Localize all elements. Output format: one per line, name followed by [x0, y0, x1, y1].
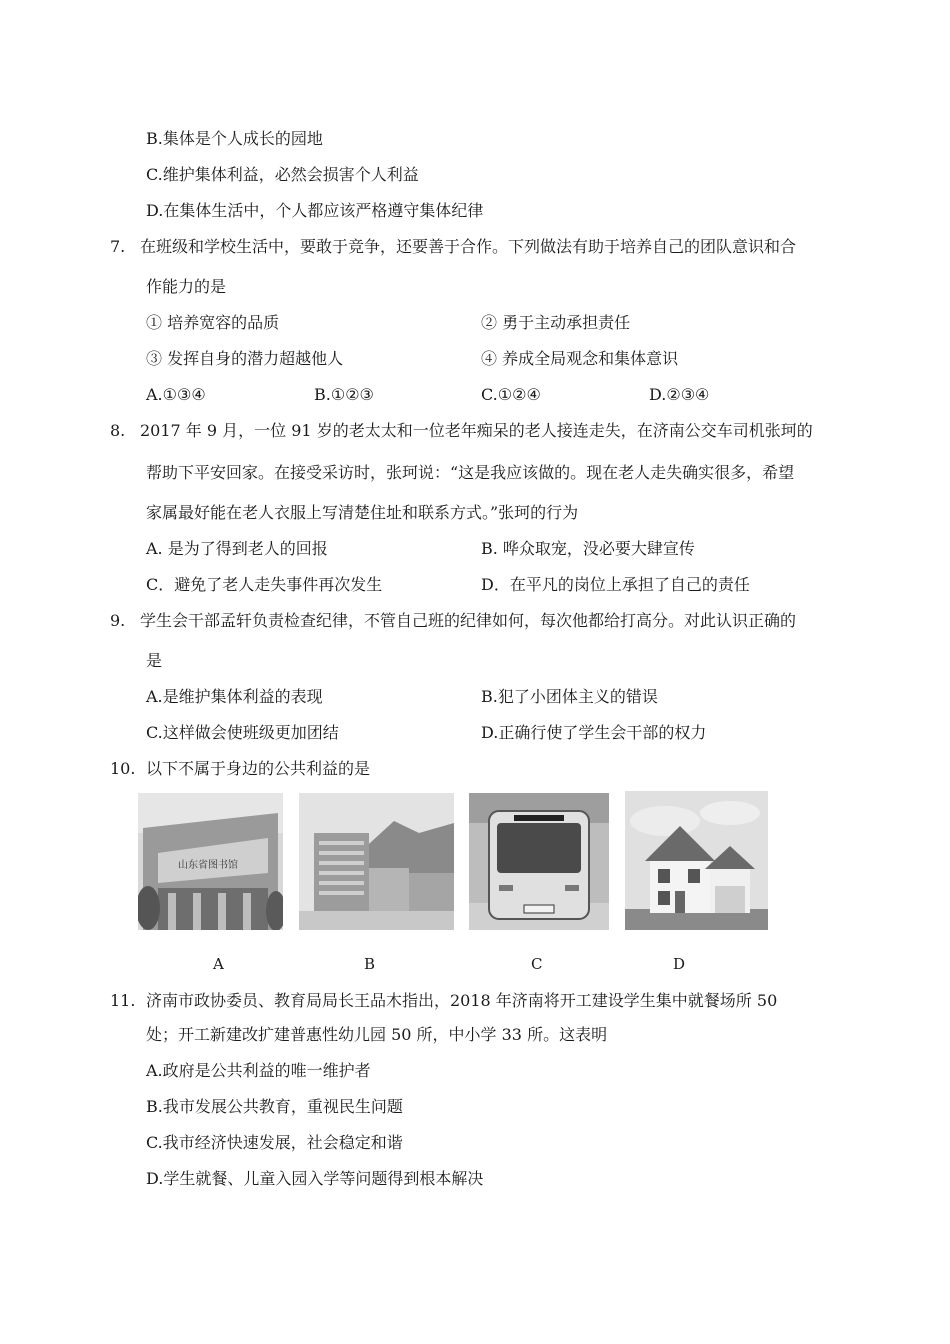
q7-stem-line2: 作能力的是	[146, 277, 227, 296]
q11-number: 11.	[110, 991, 136, 1010]
q10-image-label-b: B	[364, 955, 376, 973]
q9-stem-line2: 是	[146, 651, 163, 670]
q8-stem-line2: 帮助下平安回家。在接受采访时，张珂说：“这是我应该做的。现在老人走失确实很多，希望	[146, 463, 795, 482]
q7-option-b: B.①②③	[314, 385, 374, 404]
q7-item-1: ① 培养宽容的品质	[146, 313, 280, 332]
q7-item-2: ② 勇于主动承担责任	[481, 313, 631, 332]
q7-number: 7.	[110, 237, 126, 256]
q9-number: 9.	[110, 611, 126, 630]
q8-option-c: C．避免了老人走失事件再次发生	[146, 575, 383, 594]
q9-option-c: C.这样做会使班级更加团结	[146, 723, 339, 742]
q9-option-d: D.正确行使了学生会干部的权力	[481, 723, 707, 742]
q10-image-c-bus-photo	[469, 793, 609, 930]
q10-image-label-d: D	[673, 955, 686, 973]
q8-stem-line1: 2017 年 9 月，一位 91 岁的老太太和一位老年痴呆的老人接连走失，在济南公交车司机张珂的	[140, 421, 813, 440]
q7-option-d: D.②③④	[649, 385, 710, 404]
q10-image-d-house-photo	[625, 791, 768, 930]
q10-stem: 以下不属于身边的公共利益的是	[146, 759, 371, 778]
q9-option-b: B.犯了小团体主义的错误	[481, 687, 658, 706]
q8-stem-line3: 家属最好能在老人衣服上写清楚住址和联系方式。”张珂的行为	[146, 503, 579, 522]
q10-number: 10.	[110, 759, 136, 778]
q9-option-a: A.是维护集体利益的表现	[146, 687, 323, 706]
q8-option-d: D．在平凡的岗位上承担了自己的责任	[481, 575, 750, 594]
q8-option-b: B. 哗众取宠，没必要大肆宣传	[481, 539, 695, 558]
q8-option-a: A. 是为了得到老人的回报	[146, 539, 328, 558]
q7-option-c: C.①②④	[481, 385, 541, 404]
q9-stem-line1: 学生会干部孟轩负责检查纪律，不管自己班的纪律如何，每次他都给打高分。对此认识正确的	[140, 611, 797, 630]
q8-number: 8.	[110, 421, 126, 440]
q10-image-label-c: C	[531, 955, 543, 973]
q11-option-c: C.我市经济快速发展，社会稳定和谐	[146, 1133, 403, 1152]
q7-stem-line1: 在班级和学校生活中，要敢于竞争，还要善于合作。下列做法有助于培养自己的团队意识和合	[140, 237, 797, 256]
q6-option-b: B.集体是个人成长的园地	[146, 129, 323, 148]
svg-text:山东省图书馆: 山东省图书馆	[178, 860, 238, 871]
q11-option-d: D.学生就餐、儿童入园入学等问题得到根本解决	[146, 1169, 484, 1188]
q11-option-a: A.政府是公共利益的唯一维护者	[146, 1061, 371, 1080]
q10-image-label-a: A	[213, 955, 224, 973]
q7-item-4: ④ 养成全局观念和集体意识	[481, 349, 679, 368]
q10-image-a-library-photo	[138, 793, 283, 930]
q7-option-a: A.①③④	[146, 385, 206, 404]
q11-stem-line2: 处；开工新建改扩建普惠性幼儿园 50 所，中小学 33 所。这表明	[146, 1025, 608, 1044]
q11-stem-line1: 济南市政协委员、教育局局长王品木指出，2018 年济南将开工建设学生集中就餐场所 50	[146, 991, 778, 1010]
q7-item-3: ③ 发挥自身的潜力超越他人	[146, 349, 344, 368]
q10-image-b-hospital-photo	[299, 793, 454, 930]
q6-option-d: D.在集体生活中，个人都应该严格遵守集体纪律	[146, 201, 484, 220]
q6-option-c: C.维护集体利益，必然会损害个人利益	[146, 165, 419, 184]
q11-option-b: B.我市发展公共教育，重视民生问题	[146, 1097, 403, 1116]
